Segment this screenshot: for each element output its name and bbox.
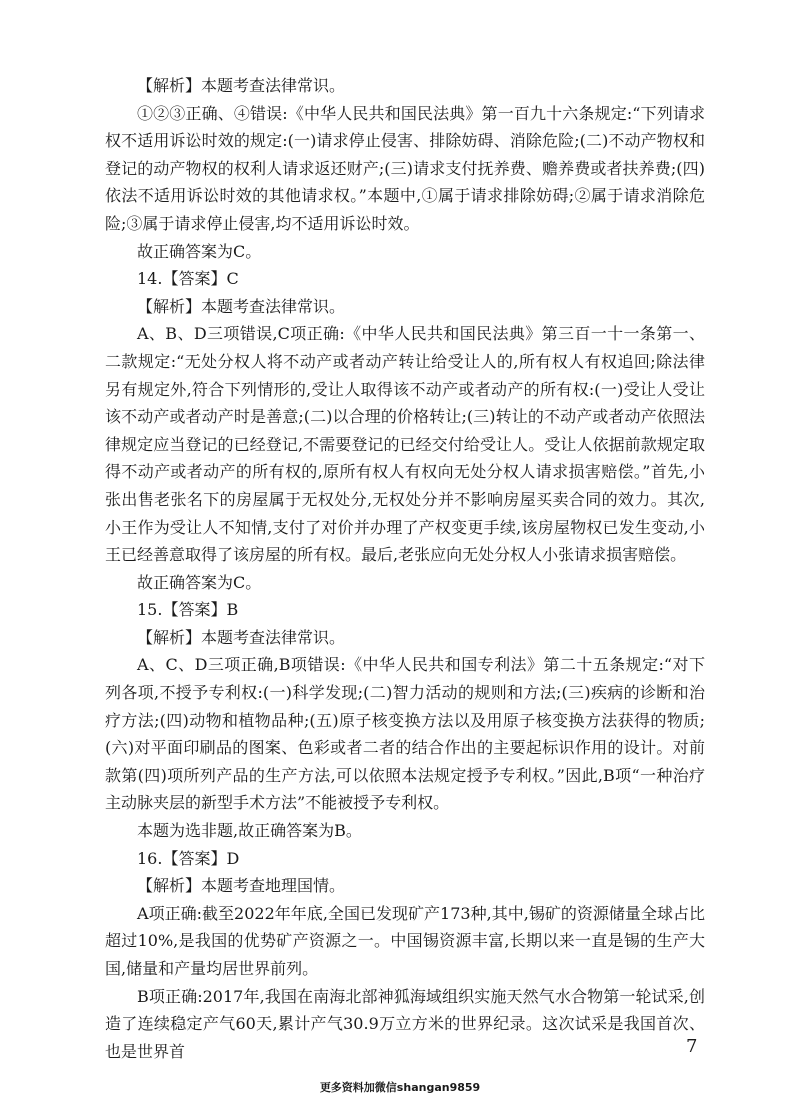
analysis-16-option-b: B项正确:2017年,我国在南海北部神狐海域组织实施天然气水合物第一轮试采,创造了连续稳定产气60天,累计产气30.9万立方米的世界纪录。这次试采是我国首次、也是世界首 [105, 986, 705, 1061]
analysis-16-heading: 【解析】本题考查地理国情。 [137, 876, 346, 896]
answer-13-conclusion: 故正确答案为C。 [137, 241, 262, 261]
analysis-15-body: A、C、D三项正确,B项错误:《中华人民共和国专利法》第二十五条规定:“对下列各项,不授予专利权:(一)科学发现;(二)智力活动的规则和方法;(三)疾病的诊断和治疗方法;(四)动物和植物品种;(五)原子核变换方法以及用原子核变换方法获得的物质;(六)对平面印刷品的图案、色彩或者二者的结合作出的主要起标识作用的设计。对前款第(四)项所列产品的生产方法,可以依照本法规定授予专利权。”因此,B项“一种治疗主动脉夹层的新型手术方法”不能被授予专利权。 [105, 655, 705, 813]
analysis-14-body: A、B、D三项错误,C项正确:《中华人民共和国民法典》第三百一十一条第一、二款规定:“无处分权人将不动产或者动产转让给受让人的,所有权人有权追回;除法律另有规定外,符合下列情形的,受让人取得该不动产或者动产的所有权:(一)受让人受让该不动产或者动产时是善意;(二)以合理的价格转让;(三)转让的不动产或者动产依照法律规定应当登记的已经登记,不需要登记的已经交付给受让人。受让人依据前款规定取得不动产或者动产的所有权的,原所有权人有权向无处分权人请求损害赔偿。”首先,小张出售老张名下的房屋属于无权处分,无权处分并不影响房屋买卖合同的效力。其次,小王作为受让人不知情,支付了对价并办理了产权变更手续,该房屋物权已发生变动,小王已经善意取得了该房屋的所有权。最后,老张应向无处分权人小张请求损害赔偿。 [105, 324, 705, 565]
answer-14: 14.【答案】C [137, 269, 239, 289]
analysis-16-option-a: A项正确:截至2022年年底,全国已发现矿产173种,其中,锡矿的资源储量全球占比超过10%,是我国的优势矿产资源之一。中国锡资源丰富,长期以来一直是锡的生产大国,储量和产量均居世界前列。 [105, 903, 705, 978]
footer-note: 更多资料加微信shangan9859 [319, 1081, 481, 1094]
page-number: 7 [686, 1036, 698, 1057]
analysis-14-heading: 【解析】本题考查法律常识。 [137, 296, 346, 316]
answer-15: 15.【答案】B [137, 600, 239, 620]
analysis-15-heading: 【解析】本题考查法律常识。 [137, 627, 346, 647]
answer-16: 16.【答案】D [137, 848, 240, 868]
answer-15-conclusion: 本题为选非题,故正确答案为B。 [137, 821, 362, 841]
document-body [105, 72, 705, 1065]
analysis-13-heading: 【解析】本题考查法律常识。 [137, 76, 346, 95]
answer-14-conclusion: 故正确答案为C。 [137, 572, 262, 592]
analysis-13-body: ①②③正确、④错误:《中华人民共和国民法典》第一百九十六条规定:“下列请求权不适用诉讼时效的规定:(一)请求停止侵害、排除妨碍、消除危险;(二)不动产物权和登记的动产物权的权利人请求返还财产;(三)请求支付抚养费、赡养费或者扶养费;(四)依法不适用诉讼时效的其他请求权。”本题中,①属于请求排除妨碍;②属于请求消除危险;③属于请求停止侵害,均不适用诉讼时效。 [105, 103, 705, 233]
